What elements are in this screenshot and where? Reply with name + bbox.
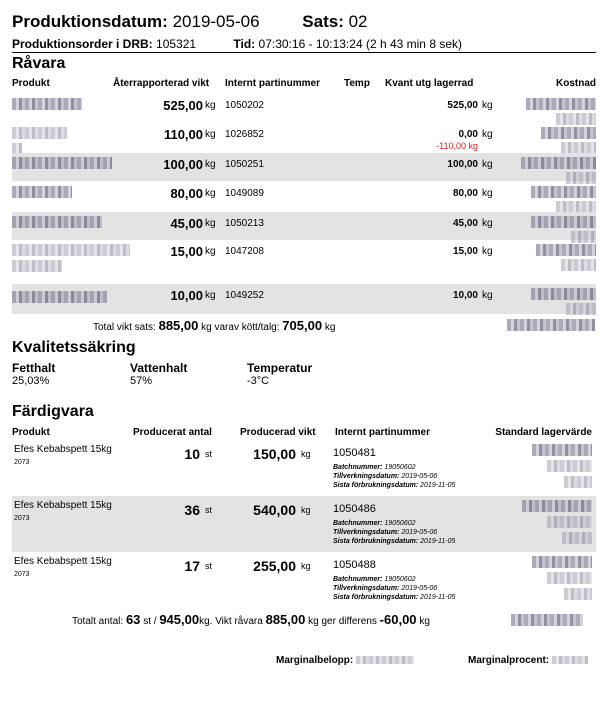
- marginalprocent: Marginalprocent:: [468, 655, 588, 666]
- sats-label: Sats:: [302, 12, 344, 31]
- ravara-title: Råvara: [12, 55, 66, 72]
- prod-date-label: Produktionsdatum:: [12, 12, 168, 31]
- ravara-row: 10,00 kg 1049252 10,00 kg: [12, 284, 596, 314]
- ravara-row: 45,00 kg 1050213 45,00 kg: [12, 212, 596, 240]
- order-line: [12, 37, 596, 53]
- redacted-total-cost: [507, 319, 595, 331]
- ravara-row: 525,00 kg 1050202 525,00 kg: [12, 94, 596, 122]
- col-temp: Temp: [344, 78, 370, 89]
- col-produkt: Produkt: [12, 78, 50, 89]
- temperatur: Temperatur -3°C: [247, 361, 313, 387]
- col-kostnad: Kostnad: [556, 78, 596, 89]
- ravara-table-header: [12, 78, 596, 92]
- diff-negative: -110,00 kg: [436, 141, 478, 151]
- ravara-row: 80,00 kg 1049089 80,00 kg: [12, 182, 596, 211]
- fetthalt: Fetthalt 25,03%: [12, 361, 56, 387]
- ravara-row: 15,00 kg 1047208 15,00 kg: [12, 240, 596, 284]
- tid-label: Tid:: [233, 37, 256, 51]
- col-kvant: Kvant utg lagerrad: [385, 78, 474, 89]
- col-aterrapporterad: Återrapporterad vikt: [113, 78, 210, 89]
- fardigvara-row: Efes Kebabspett 15kg 2073 17 st 255,00 kg 1050488 Batchnummer: 19050602 Tillverkningsdatum: 2019-05-06 Sista förbrukningsdatum: 2019-11-05: [12, 552, 596, 608]
- order-label: Produktionsorder i DRB:: [12, 37, 153, 51]
- fardigvara-title: Färdigvara: [12, 403, 94, 420]
- prod-date: 2019-05-06: [172, 12, 260, 31]
- order-value: 105321: [156, 37, 197, 51]
- ravara-row: 100,00 kg 1050251 100,00 kg: [12, 153, 596, 181]
- kvalitet-title: Kvalitetssäkring: [12, 339, 136, 356]
- sats-value: 02: [348, 12, 368, 31]
- vattenhalt: Vattenhalt 57%: [130, 361, 188, 387]
- fardigvara-total: Totalt antal: 63 st / 945,00kg. Vikt råvara 885,00 kg ger differens -60,00 kg: [72, 612, 430, 627]
- marginalbelopp: Marginalbelopp:: [276, 655, 414, 666]
- ravara-total: Total vikt sats: 885,00 kg varav kött/talg: 705,00 kg: [93, 318, 336, 333]
- redacted-total-value: [511, 614, 583, 626]
- production-header: [12, 12, 368, 32]
- fardigvara-row: Efes Kebabspett 15kg 2073 36 st 540,00 kg 1050486 Batchnummer: 19050602 Tillverkningsdatum: 2019-05-06 Sista förbrukningsdatum: 2019-11-05: [12, 496, 596, 552]
- tid-value: 07:30:16 - 10:13:24 (2 h 43 min 8 sek): [258, 37, 462, 51]
- col-partnr: Internt partinummer: [225, 78, 321, 89]
- fardigvara-row: Efes Kebabspett 15kg 2073 10 st 150,00 kg 1050481 Batchnummer: 19050602 Tillverkningsdatum: 2019-05-06 Sista förbrukningsdatum: 2019-11-05: [12, 440, 596, 496]
- ravara-row: 110,00 kg 1026852 0,00 kg -110,00 kg: [12, 123, 596, 153]
